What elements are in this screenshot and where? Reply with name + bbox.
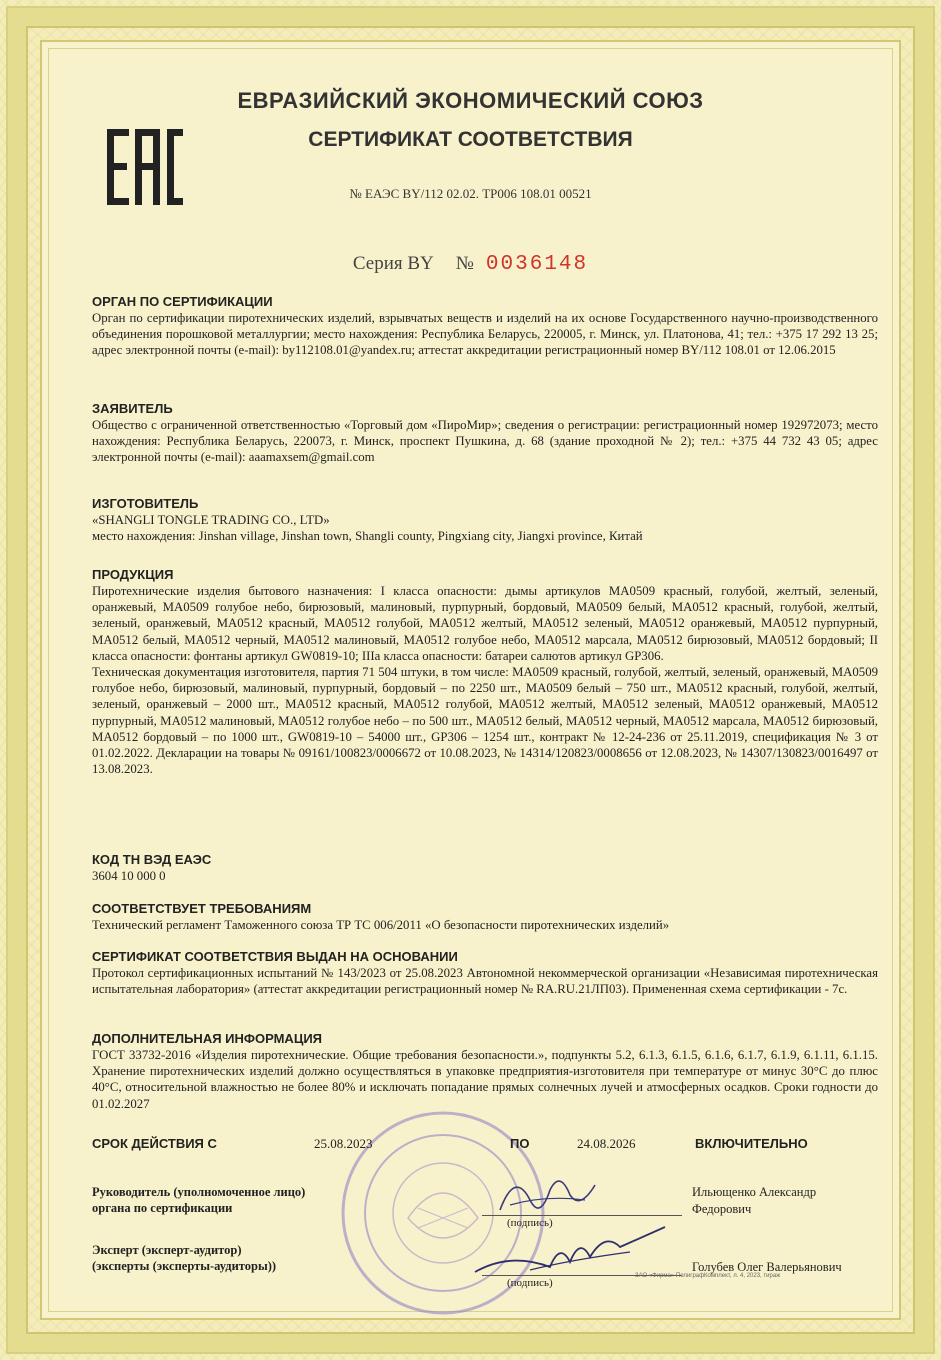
section-tn-ved [92, 852, 878, 884]
section-text: 3604 10 000 0 [92, 869, 166, 883]
printer-note: ЗАО «Фирма» ПолиграфКомплект, л. 4, 2023, тираж [635, 1273, 781, 1279]
section-text: Орган по сертификации пиротехнических изделий, взрывчатых веществ и изделий на их основе Государственного научно-производственного объединения порошковой металлургии; место нахождения: Республика Беларусь, 220005, г. Минск, ул. Платонова, 41; тел.: +375 17 292 13 25; адрес электронной почты (e-mail): by112108.01@yandex.ru; аттестат аккредитации регистрационный номер BY/112 108.01 от 12.06.2015 [92, 311, 878, 358]
section-text: Общество с ограниченной ответственностью «Торговый дом «ПироМир»; сведения о регистрации: регистрационный номер 192972073; место нахождения: Республика Беларусь, 220073, г. Минск, проспект Пушкина, д. 68 (здание проходной № 2); тел.: +375 44 732 43 05; адрес электронной почты (e-mail): aaamaxsem@gmail.com [92, 418, 878, 465]
product-documentation: Техническая документация изготовителя, партия 71 504 штуки, в том числе: MA0509 красный, голубой, желтый, зеленый, оранжевый, MA0509 голубое небо, бирюзовый, малиновый, пурпурный, бордовый – по 2250 шт., MA0509 белый – 750 шт., MA0512 красный, голубой, желтый, зеленый, оранжевый – 2000 шт., MA0512 красный, MA0512 голубой, MA0512 желтый, MA0512 зеленый, MA0512 оранжевый, MA0512 пурпурный, MA0512 малиновый, MA0512 голубое небо – по 500 шт., MA0512 белый, MA0512 черный, MA0512 марсала, MA0512 бирюзовый, MA0512 бордовый – по 1000 шт., GW0819-10 – 54000 шт., GP306 – 1254 шт., контракт № 12-24-236 от 25.11.2019, спецификация № 3 от 01.02.2022. Декларации на товары № 09161/100823/0006672 от 10.08.2023, № 14314/120823/0008656 от 12.08.2023, № 14307/130823/0016497 от 13.08.2023. [92, 665, 878, 777]
section-title: КОД ТН ВЭД ЕАЭС [92, 852, 212, 867]
validity-inclusive: ВКЛЮЧИТЕЛЬНО [695, 1136, 808, 1151]
certificate-title: СЕРТИФИКАТ СООТВЕТСТВИЯ [308, 128, 633, 151]
section-title: ИЗГОТОВИТЕЛЬ [92, 496, 199, 511]
head-label-line-2: органа по сертификации [92, 1201, 233, 1215]
expert-name: Голубев Олег Валерьянович [692, 1260, 842, 1274]
signature-caption: (подпись) [507, 1217, 553, 1229]
expert-label-line-1: Эксперт (эксперт-аудитор) [92, 1243, 242, 1257]
section-requirements [92, 901, 878, 933]
manufacturer-address: место нахождения: Jinshan village, Jinshan town, Shangli county, Pingxiang city, Jiangxi province, Китай [92, 529, 643, 544]
section-title: ДОПОЛНИТЕЛЬНАЯ ИНФОРМАЦИЯ [92, 1031, 323, 1046]
series-line [0, 253, 941, 276]
section-title: СЕРТИФИКАТ СООТВЕТСТВИЯ ВЫДАН НА ОСНОВАНИИ [92, 949, 458, 964]
section-title: ПРОДУКЦИЯ [92, 567, 174, 582]
validity-date-to: 24.08.2026 [577, 1136, 636, 1151]
handwritten-signature-head-icon [490, 1165, 600, 1225]
head-label [92, 1184, 305, 1216]
union-title: ЕВРАЗИЙСКИЙ ЭКОНОМИЧЕСКИЙ СОЮЗ [237, 88, 704, 113]
section-title: СООТВЕТСТВУЕТ ТРЕБОВАНИЯМ [92, 901, 312, 916]
head-name [692, 1184, 816, 1218]
section-certification-body [92, 294, 878, 359]
number-sign: № [455, 253, 474, 274]
certificate-number: № ЕАЭС BY/112 02.02. ТР006 108.01 00521 [349, 186, 592, 201]
series-label: Серия BY [352, 253, 434, 274]
section-additional-info [92, 1031, 878, 1112]
head-name-line-1: Ильющенко Александр [692, 1185, 817, 1199]
section-basis [92, 949, 878, 997]
signature-caption: (подпись) [507, 1277, 553, 1289]
validity-label-to: ПО [510, 1136, 530, 1151]
head-name-line-2: Федорович [692, 1202, 752, 1216]
expert-label-line-2: (эксперты (эксперты-аудиторы)) [92, 1259, 277, 1273]
section-applicant [92, 401, 878, 466]
section-text: Протокол сертификационных испытаний № 143/2023 от 25.08.2023 Автономной некоммерческой организации «Независимая пиротехническая испытательная лаборатория» (аттестат аккредитации регистрационный номер № RA.RU.21ЛП03). Примененная схема сертификации - 7с. [92, 966, 878, 997]
validity-row [92, 1136, 878, 1156]
product-description: Пиротехнические изделия бытового назначения: I класса опасности: дымы артикулов MA0509 красный, голубой, желтый, зеленый, оранжевый, MA0509 голубое небо, бирюзовый, малиновый, пурпурный, бордовый, MA0509 белый, MA0512 красный, голубой, желтый, зеленый, оранжевый, MA0512 красный, MA0512 голубой, MA0512 желтый, MA0512 зеленый, MA0512 оранжевый, MA0512 пурпурный, MA0512 белый, MA0512 черный, MA0512 малиновый, MA0512 голубое небо, MA0512 марсала, MA0512 бирюзовый, MA0512 бордовый; II класса опасности: фонтаны артикул GW0819-10; IIIа класса опасности: батареи салютов артикул GP306. [92, 584, 878, 663]
section-title: ЗАЯВИТЕЛЬ [92, 401, 173, 416]
section-text: ГОСТ 33732-2016 «Изделия пиротехнические. Общие требования безопасности.», подпункты 5.2, 6.1.3, 6.1.5, 6.1.6, 6.1.7, 6.1.9, 6.1.11, 6.1.15. Хранение пиротехнических изделий должно осуществляться в упаковке предприятия-изготовителя при температуре от минус 30°С до плюс 40°С, относительной влажностью не более 80% и исключать попадание прямых солнечных лучей и атмосферных осадков. Сроки годности до 01.02.2027 [92, 1048, 878, 1111]
section-product [92, 567, 878, 777]
manufacturer-name: «SHANGLI TONGLE TRADING CO., LTD» [92, 513, 330, 527]
serial-number: 0036148 [485, 253, 589, 276]
validity-date-from: 25.08.2023 [314, 1136, 373, 1151]
expert-label [92, 1242, 276, 1274]
validity-label-from: СРОК ДЕЙСТВИЯ С [92, 1136, 217, 1151]
section-text: Технический регламент Таможенного союза ТР ТС 006/2011 «О безопасности пиротехнических изделий» [92, 918, 670, 932]
section-manufacturer [92, 496, 878, 544]
section-title: ОРГАН ПО СЕРТИФИКАЦИИ [92, 294, 273, 309]
head-label-line-1: Руководитель (уполномоченное лицо) [92, 1185, 306, 1199]
